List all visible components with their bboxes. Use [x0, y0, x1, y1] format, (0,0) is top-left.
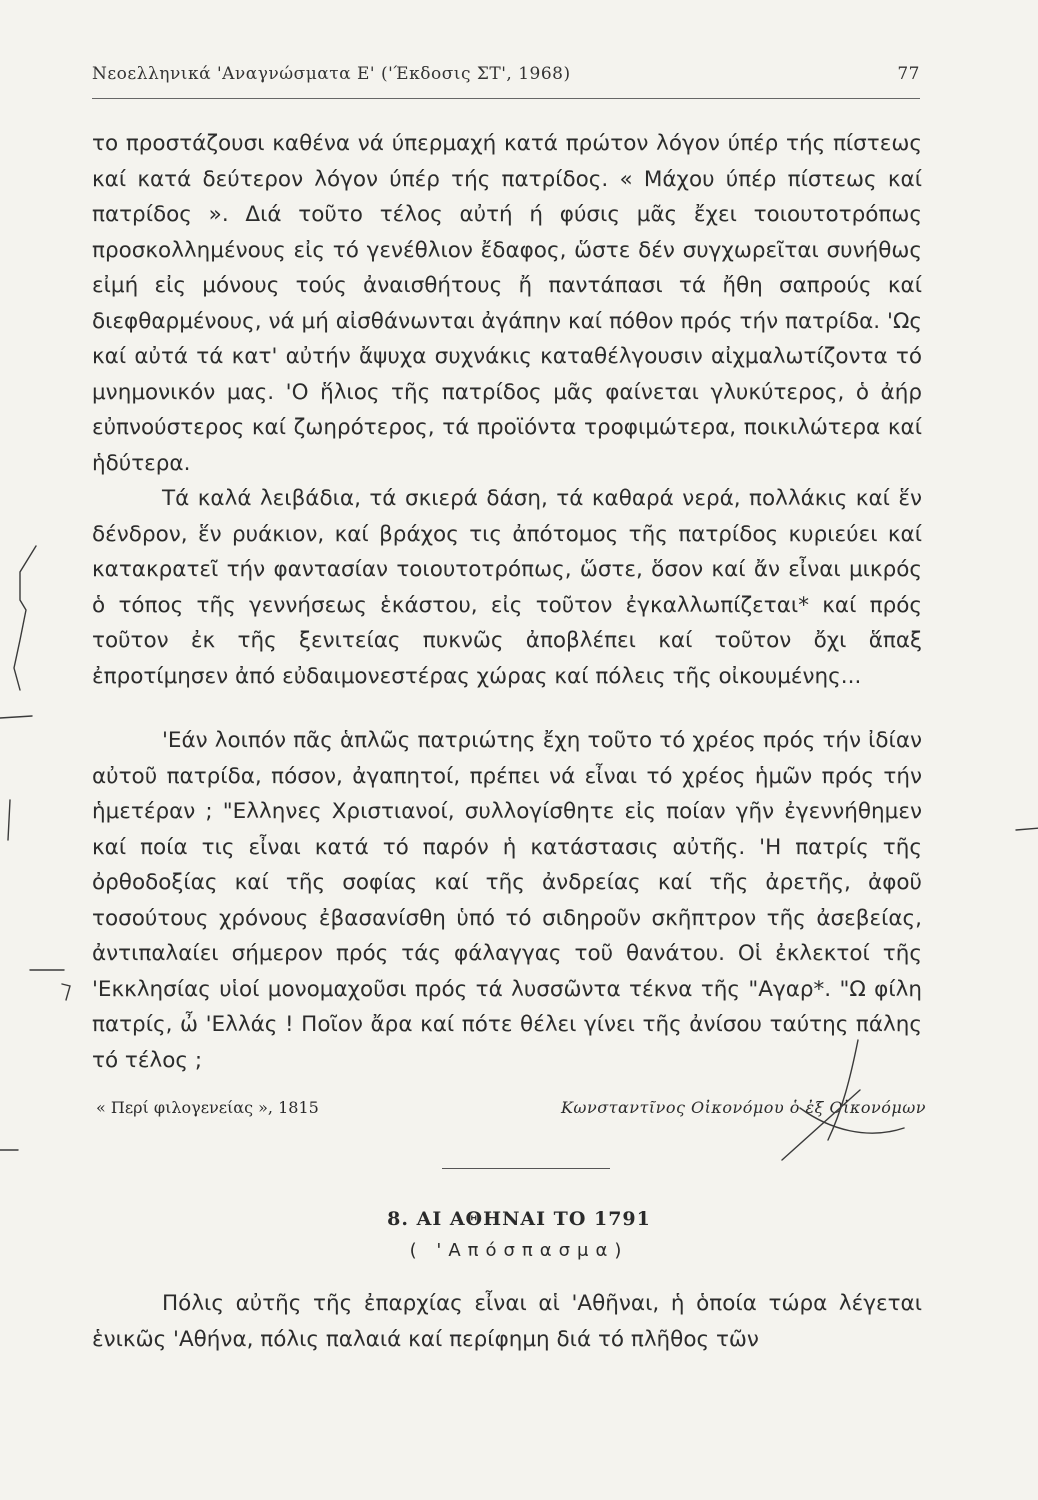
margin-tick-right	[1016, 828, 1038, 830]
running-title: Νεοελληνικά 'Αναγνώσματα Ε' ('Έκδοσις ΣΤ', 1968)	[92, 64, 571, 84]
paragraph-gap	[92, 694, 922, 723]
section-body	[92, 1286, 922, 1357]
paragraph-1: το προστάζουσι καθένα νά ύπερμαχή κατά πρώτον λόγον ύπέρ τής πίστεως καί κατά δεύτερον λόγον ύπέρ τής πατρίδος. « Μάχου ύπέρ πίστεως καί πατρίδος ». Διά τοῦτο τέλος αὐτή ή φύσις μᾶς ἔχει τοιουτοτρόπως προσκολλημένους εἰς τό γενέθλιον ἔδαφος, ὥστε δέν συγχωρεῖται συνήθως εἰμή εἰς μόνους τούς ἀναισθήτους ἤ παντάπασι τά ἤθη σαπρούς καί διεφθαρμένους, νά μή αἰσθάνωνται ἀγάπην καί πόθον πρός τήν πατρίδα. 'Ως καί αὐτά τά κατ' αὐτήν ἄψυχα συχνάκις καταθέλγουσιν αἰχμαλωτίζοντα τό μνημονικόν μας. 'Ο ἥλιος τῆς πατρίδος μᾶς φαίνεται γλυκύτερος, ὁ ἀήρ εὐπνούστερος καί ζωηρότερος, τά προϊόντα τροφιμώτερα, ποικιλώτερα καί ἡδύτερα.	[92, 131, 922, 476]
running-head	[92, 64, 920, 84]
source-title: « Περί φιλογενείας », 1815	[96, 1098, 319, 1117]
section-subtitle: ( 'Απόσπασμα)	[409, 1240, 629, 1261]
page-number: 77	[897, 64, 920, 84]
paragraph-3: 'Εάν λοιπόν πᾶς ἁπλῶς πατριώτης ἔχη τοῦτο τό χρέος πρός τήν ἰδίαν αὐτοῦ πατρίδα, πόσον, ἀγαπητοί, πρέπει νά εἶναι τό χρέος ἡμῶν πρός τήν ἡμετέραν ; "Ελληνες Χριστιανοί, συλλογίσθητε εἰς ποίαν γῆν ἐγεννήθημεν καί ποία τις εἶναι κατά τό παρόν ἡ κατάστασις αὐτῆς. 'Η πατρίς τῆς ὀρθοδοξίας καί τῆς σοφίας καί τῆς ἀνδρείας καί τῆς ἀρετῆς, ἀφοῦ τοσούτους χρόνους ἐβασανίσθη ὑπό τό σιδηροῦν σκῆπτρον τῆς ἀσεβείας, ἀντιπαλαίει σήμερον πρός τάς φάλαγγας τοῦ θανάτου. Οἱ ἐκλεκτοί τῆς 'Εκκλησίας υἱοί μονομαχοῦσι πρός τά λυσσῶντα τέκνα τῆς "Αγαρ*. "Ω φίλη πατρίς, ὦ 'Ελλάς ! Ποῖον ἄρα καί πότε θέλει γίνει τῆς ἀνίσου ταύτης πάλης τό τέλος ;	[92, 728, 922, 1073]
excerpt-body	[92, 126, 922, 1078]
margin-tick-mark	[62, 984, 70, 1000]
margin-stroke-mark	[8, 800, 10, 840]
citation-line	[96, 1098, 926, 1117]
section-divider	[442, 1168, 610, 1169]
margin-bracket-mark	[14, 546, 36, 690]
margin-dash-mark	[0, 716, 32, 718]
section-title: 8. ΑΙ ΑΘΗΝΑΙ ΤΟ 1791	[387, 1208, 651, 1230]
author-name: Κωνσταντῖνος Οἰκονόμου ὁ ἐξ Οἰκονόμων	[560, 1098, 926, 1117]
header-rule	[92, 98, 920, 99]
paragraph-2: Τά καλά λειβάδια, τά σκιερά δάση, τά καθαρά νερά, πολλάκις καί ἕν δένδρον, ἕν ρυάκιον, καί βράχος τις ἀπότομος τῆς πατρίδος κυριεύει καί κατακρατεῖ τήν φαντασίαν τοιουτοτρόπως, ὥστε, ὅσον καί ἄν εἶναι μικρός ὁ τόπος τῆς γεννήσεως ἑκάστου, εἰς τοῦτον ἐγκαλλωπίζεται* καί πρός τοῦτον ἐκ τῆς ξενιτείας πυκνῶς ἀποβλέπει καί τοῦτον ὄχι ἅπαξ ἐπροτίμησεν ἀπό εὐδαιμονεστέρας χώρας καί πόλεις τῆς οἰκουμένης...	[92, 486, 922, 689]
section-paragraph: Πόλις αὐτῆς τῆς ἐπαρχίας εἶναι αἱ 'Αθῆναι, ἡ ὁποία τώρα λέγεται ἑνικῶς 'Αθήνα, πόλις παλαιά καί περίφημη διά τό πλῆθος τῶν	[92, 1291, 922, 1352]
